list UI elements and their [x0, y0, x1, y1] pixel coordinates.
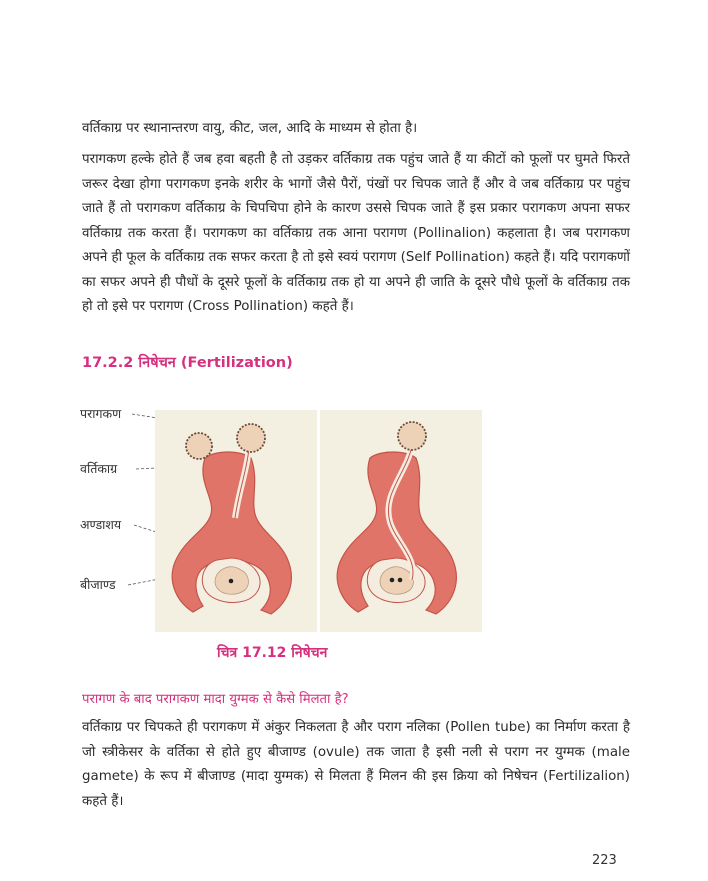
pistil-illustration-left [155, 410, 317, 632]
paragraph-fertilization: वर्तिकाग्र पर चिपकते ही परागकण में अंकुर निकलता है और पराग नलिका (Pollen tube) का निर्माण करता है जो स्त्रीकेसर के वर्तिका से होते हुए बीजाण्ड (ovule) तक जाता है इसी नली से पराग नर युग्मक (male gamete) के रूप में बीजाण्ड (मादा युग्मक) से मिलता हैं मिलन की इस क्रिया को निषेचन (Fertilizalion) कहते हैं। [82, 720, 630, 809]
label-ovary: अण्डाशय [80, 517, 122, 532]
pistil-figure-before [155, 410, 317, 632]
pistil-illustration-right [320, 410, 482, 632]
paragraph-pollination: परागकण हल्के होते हैं जब हवा बहती है तो उड़कर वर्तिकाग्र तक पहुंच जाते हैं या कीटों को फूलों पर घुमते फिरते जरूर देखा होगा परागकण इनके शरीर के भागों जैसे पैरों, पंखों पर चिपक जाते हैं और वे जब वर्तिकाग्र पर पहुंच जाते हैं तो परागकण वर्तिकाग्र के चिपचिपा होने के कारण उससे चिपक जाते हैं इस प्रकार परागकण अपना सफर वर्तिकाग्र तक करता हैं। परागकण का वर्तिकाग्र तक आना परागण (Pollinalion) कहलाता है। जब परागकण अपने ही फूल के वर्तिकाग्र तक सफर करता है तो इसे स्वयं परागण (Self Pollination) कहते हैं। यदि परागकणों का सफर अपने ही पौधों के दूसरे फूलों के वर्तिकाग्र तक हो या अपने ही जाति के दूसरे पौधे फूलों के वर्तिकाग्र तक हो तो इसे पर परागण (Cross Pollination) कहते हैं। [82, 152, 630, 314]
pistil-figure-after [320, 410, 482, 632]
label-pollen-grain: परागकण [80, 406, 122, 421]
intro-line: वर्तिकाग्र पर स्थानान्तरण वायु, कीट, जल, आदि के माध्यम से होता है। [82, 121, 418, 136]
figure-caption: चित्र 17.12 निषेचन [217, 645, 328, 661]
page-number: 223 [592, 853, 617, 868]
section-heading: 17.2.2 निषेचन (Fertilization) [82, 355, 293, 371]
label-ovule: बीजाण्ड [80, 577, 116, 592]
label-stigma: वर्तिकाग्र [80, 461, 118, 476]
question-heading: परागण के बाद परागकण मादा युग्मक से कैसे मिलता है? [82, 692, 349, 707]
